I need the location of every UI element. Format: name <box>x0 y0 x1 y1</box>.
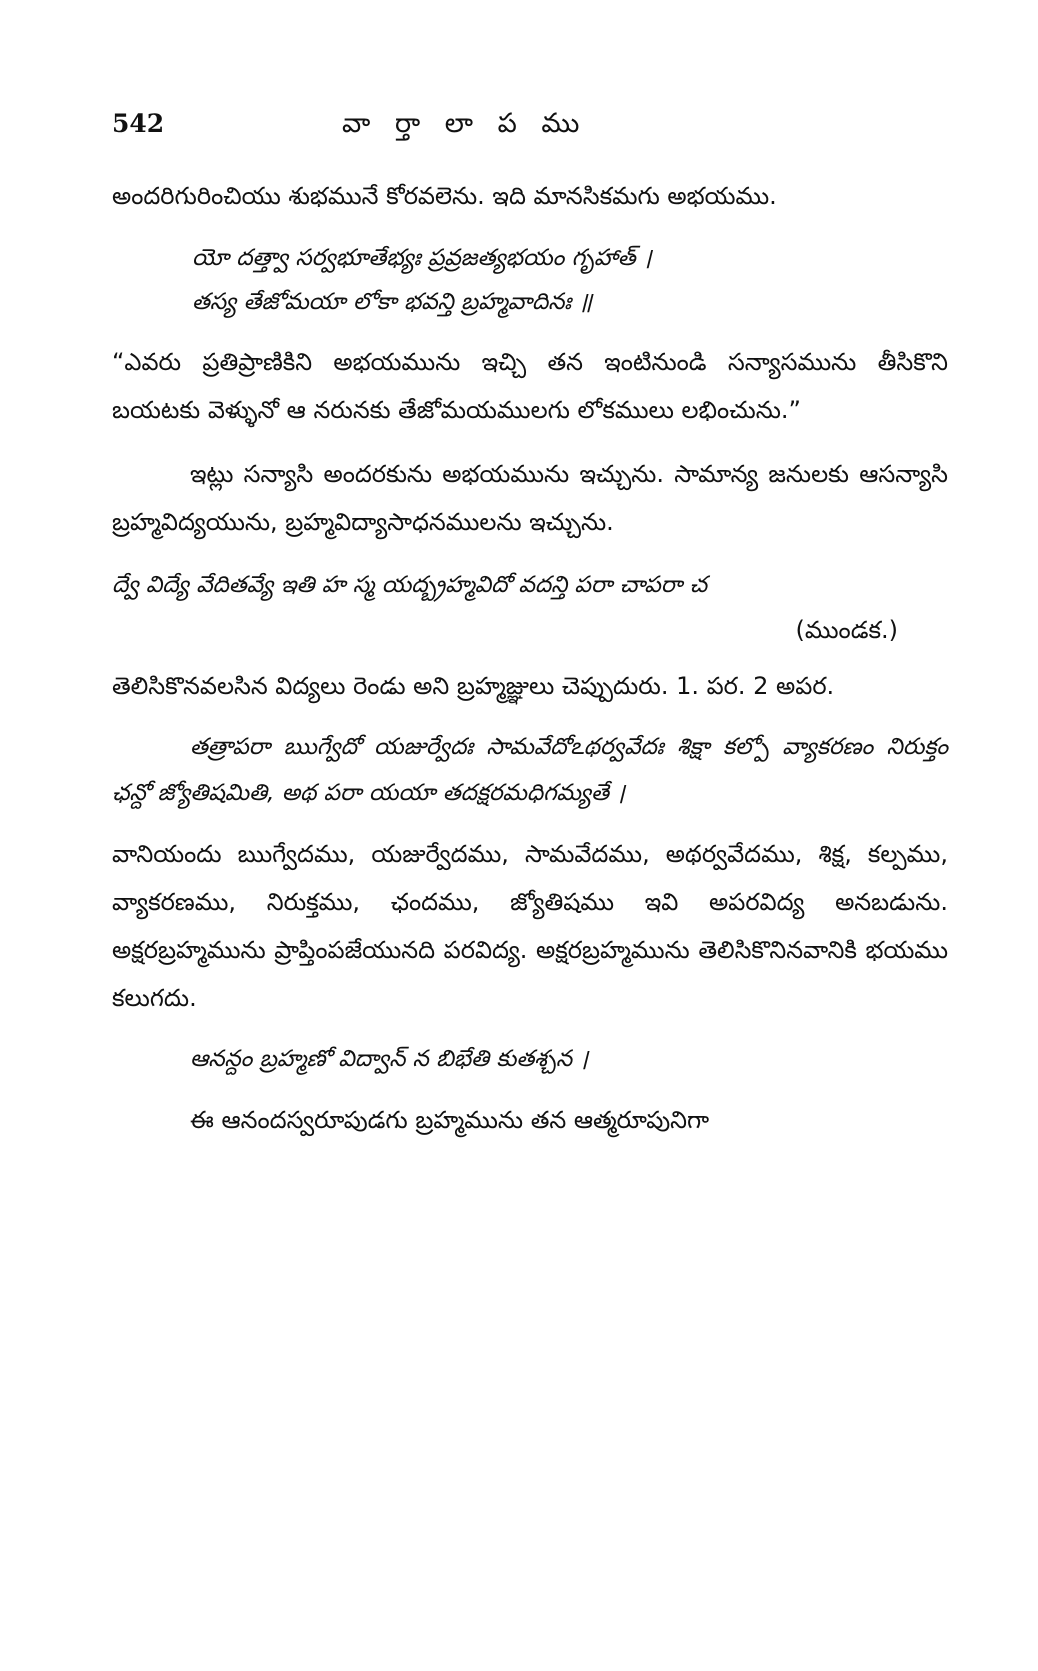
paragraph-3: ఇట్లు సన్యాసి అందరకును అభయమును ఇచ్చును. సామాన్య జనులకు ఆసన్యాసి బ్రహ్మవిద్యయును, బ్రహ్మవిద్యాసాధనములను ఇచ్చును. <box>112 460 948 536</box>
page-number: 542 <box>112 109 165 138</box>
running-title: వా ర్తా లా ప ము <box>342 108 588 139</box>
page-header <box>112 108 948 146</box>
paragraph-5: వానియందు ఋగ్వేదము, యజుర్వేదము, సామవేదము, అథర్వవేదము, శిక్ష, కల్పము, వ్యాకరణము, నిరుక్తము, ఛందము, జ్యోతిషము ఇవి అపరవిద్య అనబడును. అక్షరబ్రహ్మమును ప్రాప్తింపజేయునది పరవిద్య. అక్షరబ్రహ్మమును తెలిసికొనినవానికి భయము కలుగదు. <box>112 840 948 1012</box>
verse-1 <box>112 236 948 324</box>
paragraph-4: తెలిసికొనవలసిన విద్యలు రెండు అని బ్రహ్మజ్ఞులు చెప్పుదురు. 1. పర. 2 అపర. <box>112 672 835 700</box>
verse-1-line-1: యో దత్త్వా సర్వభూతేభ్యః ప్రవ్రజత్యభయం గృహాత్ । <box>192 245 652 271</box>
paragraph-1: అందరిగురించియు శుభమునే కోరవలెను. ఇది మానసికమగు అభయము. <box>112 182 777 210</box>
verse-3: తత్రాపరా ఋగ్వేదో యజుర్వేదః సామవేదోఽథర్వవేదః శిక్షా కల్పో వ్యాకరణం నిరుక్తం ఛన్దో జ్యోతిషమితి, అథ పరా యయా తదక్షరమధిగమ్యతే । <box>112 734 948 806</box>
verse-4: ఆనన్దం బ్రహ్మణో విద్వాన్ న బిభేతి కుతశ్చన । <box>190 1046 589 1072</box>
verse-2-source: (ముండక.) <box>795 616 898 644</box>
paragraph-2: “ఎవరు ప్రతిప్రాణికిని అభయమును ఇచ్చి తన ఇంటినుండి సన్యాసమును తీసికొని బయటకు వెళ్ళునో ఆ నరునకు తేజోమయములగు లోకములు లభించును.” <box>112 348 948 424</box>
verse-1-line-2: తస్య తేజోమయా లోకా భవన్తి బ్రహ్మవాదినః ॥ <box>192 289 593 315</box>
verse-2: ద్వే విద్యే వేదితవ్యే ఇతి హ స్మ యద్బ్రహ్మవిదో వదన్తి పరా చాపరా చ <box>112 572 708 598</box>
paragraph-6: ఈ ఆనందస్వరూపుడగు బ్రహ్మమును తన ఆత్మరూపునిగా <box>190 1106 710 1134</box>
